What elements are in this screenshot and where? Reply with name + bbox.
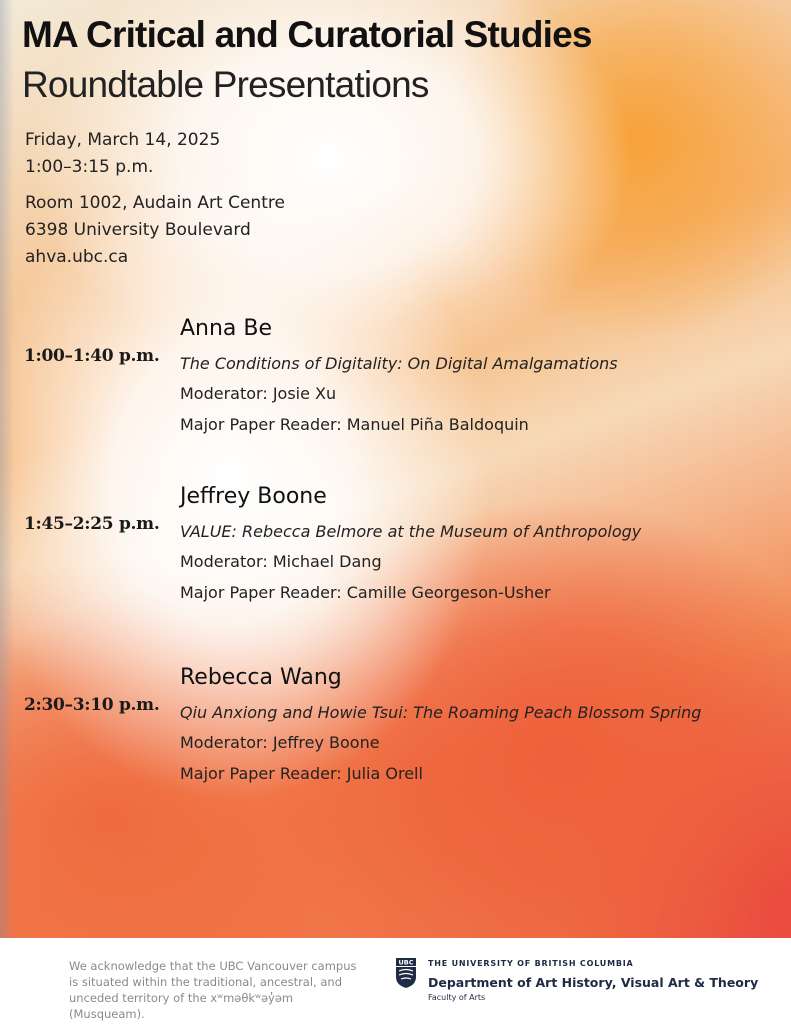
event-room: Room 1002, Audain Art Centre [25, 193, 285, 213]
event-address: 6398 University Boulevard [25, 220, 251, 240]
university-name: THE UNIVERSITY OF BRITISH COLUMBIA [428, 959, 634, 968]
presentation-title: The Conditions of Digitality: On Digital Amalgamations [180, 354, 618, 373]
presenter-name: Rebecca Wang [180, 665, 342, 690]
land-acknowledgement: We acknowledge that the UBC Vancouver campus is situated within the traditional, ancestral, and unceded territory of the xʷməθkʷəy̓əm (Musqueam). [69, 959, 357, 1021]
event-date: Friday, March 14, 2025 [25, 130, 221, 150]
presentation-time: 1:00–1:40 p.m. [24, 346, 160, 366]
event-location [25, 190, 285, 271]
presentation-title: VALUE: Rebecca Belmore at the Museum of Anthropology [180, 522, 642, 541]
presentation-title: Qiu Anxiong and Howie Tsui: The Roaming Peach Blossom Spring [180, 703, 702, 722]
ubc-crest-icon [396, 958, 416, 988]
event-time: 1:00–3:15 p.m. [25, 157, 154, 177]
faculty-name: Faculty of Arts [428, 993, 486, 1002]
crest-label: UBC [398, 958, 414, 967]
paper-reader: Major Paper Reader: Julia Orell [180, 764, 423, 783]
moderator: Moderator: Josie Xu [180, 384, 337, 403]
paper-reader: Major Paper Reader: Camille Georgeson-Usher [180, 583, 551, 602]
moderator: Moderator: Michael Dang [180, 552, 382, 571]
page-subtitle: Roundtable Presentations [22, 64, 429, 105]
department-name: Department of Art History, Visual Art & Theory [428, 975, 759, 990]
event-website[interactable]: ahva.ubc.ca [25, 247, 129, 267]
moderator: Moderator: Jeffrey Boone [180, 733, 380, 752]
presentation-time: 2:30–3:10 p.m. [24, 695, 160, 715]
presenter-name: Jeffrey Boone [180, 484, 327, 509]
footer [0, 938, 791, 1024]
paper-reader: Major Paper Reader: Manuel Piña Baldoquin [180, 415, 529, 434]
event-datetime [25, 127, 220, 181]
presenter-name: Anna Be [180, 316, 273, 341]
page-title: MA Critical and Curatorial Studies [22, 14, 592, 55]
presentation-time: 1:45–2:25 p.m. [24, 514, 160, 534]
